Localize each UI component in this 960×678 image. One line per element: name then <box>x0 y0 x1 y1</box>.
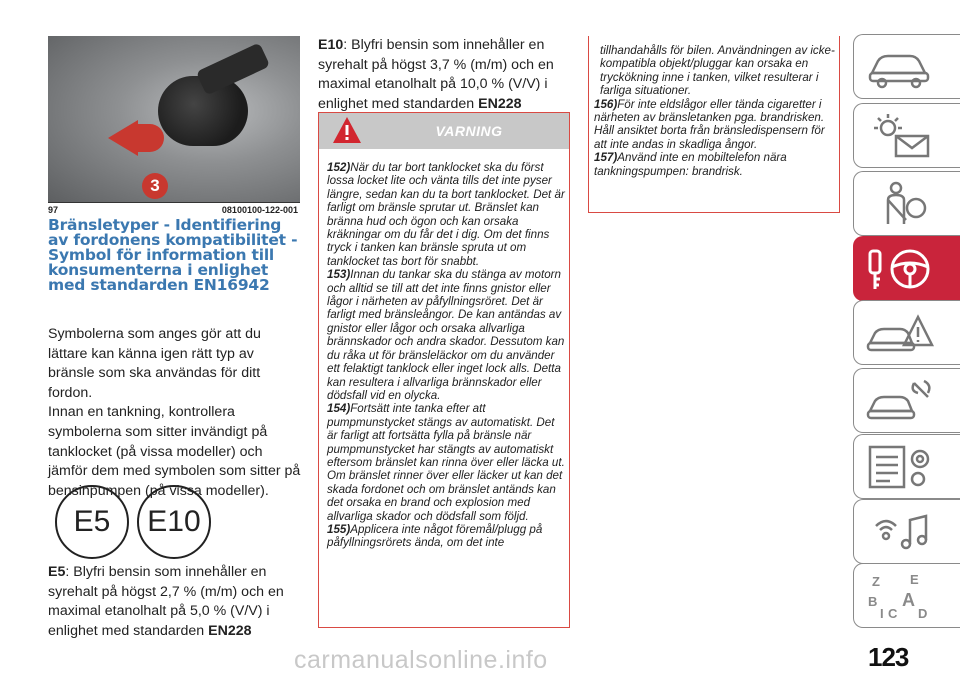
warning-note: 152)När du tar bort tanklocket ska du först lossa locket lite och vänta tills det inte pyser längre, sedan kan du ta bort tanklocket. Det är farligt om bränsle sprutar ut. Bränslet kan bränna hud och ögon och kan orsaka kräkningar om du får det i dig. Om det finns tryck i tanken kan bränsle spruta ut om tanklocket tas bort för snabbt. <box>327 161 565 268</box>
warning-note-continuation: tillhandahålls för bilen. Användningen av icke-kompatibla objekt/pluggar kan orsaka en tryckökning inne i tanken, vilket resulterar i farliga situationer. <box>600 44 835 98</box>
maintenance-car-icon <box>866 377 936 425</box>
tab-dashboard[interactable] <box>853 34 960 99</box>
index-letter: E <box>910 572 919 587</box>
e10-code: E10 <box>318 37 344 53</box>
key-steering-wheel-icon <box>866 245 936 293</box>
watermark: carmanualsonline.info <box>294 646 548 674</box>
tab-maintenance[interactable] <box>853 368 960 433</box>
index-letter: A <box>902 590 915 610</box>
seatbelt-airbag-icon <box>866 180 936 228</box>
tab-warning-lights[interactable] <box>853 103 960 168</box>
multimedia-icon <box>866 508 936 556</box>
warning-note: 156)För inte eldslågor eller tända cigaretter i närheten av bränsletanken pga. brandrisken. Håll ansiktet borta från bränsledispensern för att inte andas in skadliga ångor. <box>594 97 825 151</box>
figure-caption-bar <box>48 202 300 216</box>
emergency-warning-car-icon <box>866 309 936 357</box>
intro-text <box>48 325 302 501</box>
tab-technical-data[interactable] <box>853 434 960 499</box>
tab-multimedia[interactable] <box>853 499 960 564</box>
warning-notes-continued <box>594 44 838 178</box>
section-heading: Bränsletyper - Identifiering av fordonens kompatibilitet - Symbol för information till konsumenterna i enlighet med standarden EN16942 <box>48 216 298 294</box>
warning-note: 153)Innan du tankar ska du stänga av motorn och alltid se till att det inte finns gnistor eller lågor i närheten av påfyllningsröret. Det är farligt med bränsleångor. De kan antändas av gnistor eller lågor och orsaka allvarliga brännskador och andra skador. Dessutom kan du råka ut för bränsleläckor om du använder ett felaktigt tanklock eller inget lock alls. Detta kan resultera i allvarliga brännskador eller dödsfall vid en olycka. <box>327 268 565 402</box>
tab-safety[interactable] <box>853 171 960 236</box>
e5-description <box>48 563 302 641</box>
e5-text: : Blyfri bensin som innehåller en syrehalt på högst 2,7 % (m/m) och en maximal etanolhalt på 5,0 % (V/V) i enlighet med standarden <box>48 564 284 639</box>
fuel-cap-photo <box>48 36 300 202</box>
e10-description <box>318 36 572 114</box>
e5-code: E5 <box>48 564 66 580</box>
technical-data-icon <box>866 443 936 491</box>
warning-header <box>319 113 569 149</box>
e10-text: : Blyfri bensin som innehåller en syrehalt på högst 3,7 % (m/m) och en maximal etanolhalt på 10,0 % (V/V) i enlighet med standarden <box>318 37 554 112</box>
index-letter: B <box>868 594 878 609</box>
warning-triangle-icon <box>332 116 362 144</box>
page-number: 123 <box>868 642 909 672</box>
warning-lights-icon <box>866 112 936 160</box>
tab-starting-driving[interactable] <box>853 236 960 301</box>
warning-box <box>318 112 570 628</box>
warning-title: VARNING <box>435 123 503 139</box>
e5-fuel-symbol: E5 <box>55 485 129 559</box>
e5-standard: EN228 <box>208 622 252 639</box>
paragraph: Innan en tankning, kontrollera symbolerna som sitter invändigt på tanklocket (på vissa modeller) och jämför dem med symbolen som sitter på bensinpumpen (på vissa modeller). <box>48 404 301 499</box>
figure-callout: 3 <box>142 173 168 199</box>
alphabetical-index-icon <box>866 572 936 624</box>
tab-index[interactable] <box>853 563 960 628</box>
paragraph: Symbolerna som anges gör att du lättare kan känna igen rätt typ av bränsle som ska användas för ditt fordon. <box>48 326 261 401</box>
warning-notes <box>327 161 565 550</box>
warning-note: 157)Använd inte en mobiltelefon nära tankningspumpen: brandrisk. <box>594 151 787 178</box>
figure-number: 97 <box>48 205 59 215</box>
index-letter: C <box>888 606 898 621</box>
tab-emergency[interactable] <box>853 300 960 365</box>
e10-standard: EN228 <box>478 95 522 112</box>
warning-note: 154)Fortsätt inte tanka efter att pumpmunstycket stängs av automatiskt. Det är farligt att fortsätta fylla på bränsle när pumpmunstycket har stängts av automatiskt eftersom bränslet kan rinna över eller läcka ut. Om bränslet rinner över eller läcker ut kan det skada fordonet och om bränslet antänds kan det orsaka en brand och explosion med allvarliga skador och dödsfall som följd. <box>327 402 565 523</box>
index-letter: Z <box>872 574 880 589</box>
figure-code: 08100100-122-001 <box>221 205 298 215</box>
e10-fuel-symbol: E10 <box>137 485 211 559</box>
car-dashboard-icon <box>866 43 936 89</box>
warning-note: 155)Applicera inte något föremål/plugg på påfyllningsrörets ända, om det inte <box>327 522 543 550</box>
index-letter: D <box>918 606 928 621</box>
index-letter: I <box>880 606 884 621</box>
